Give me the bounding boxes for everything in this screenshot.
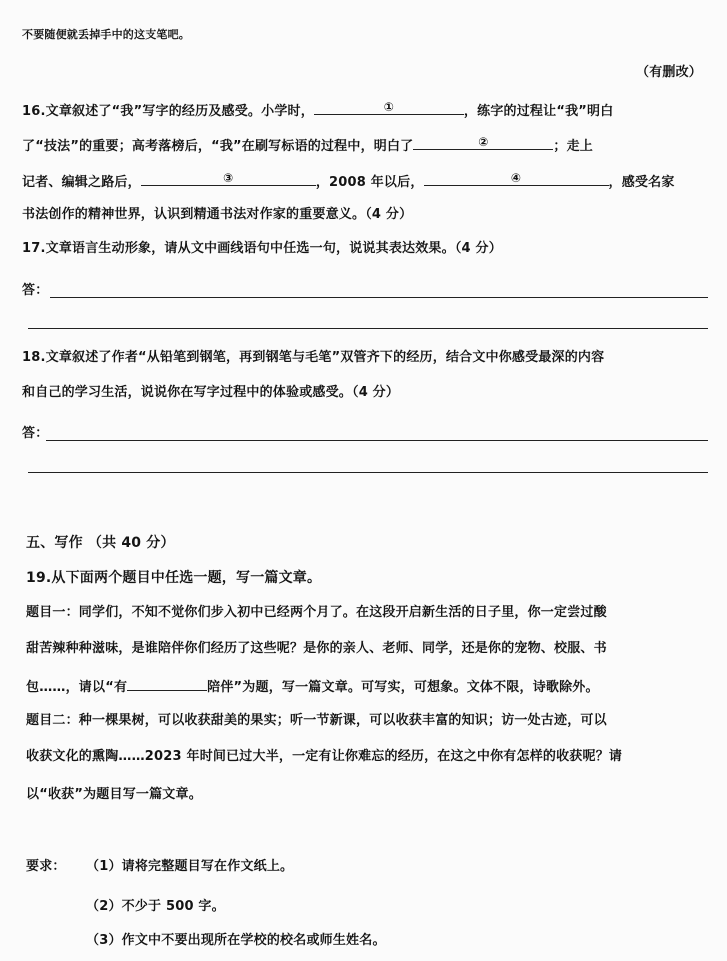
q16-blank-4-mark: ④ <box>510 171 522 185</box>
topic2-line1: 题目二：种一棵果树，可以收获甜美的果实；听一节新课，可以收获丰富的知识；访一处古迹，可以 <box>26 713 607 728</box>
topic1-line2: 甜苦辣种种滋味，是谁陪伴你们经历了这些呢？是你的亲人、老师、同学，还是你的宠物、校服、书 <box>26 641 607 656</box>
source-note: （有删改） <box>636 65 703 80</box>
q16-blank-3-mark: ③ <box>223 171 234 185</box>
q17-prompt: 17.文章语言生动形象，请从文中画线语句中任选一句，说说其表达效果。（4 分） <box>22 241 502 256</box>
q17-answer-line-2[interactable] <box>28 328 708 329</box>
q18-answer-line-1[interactable] <box>46 440 708 441</box>
q16-blank-1-mark: ① <box>383 100 395 114</box>
requirement-1: （1）请将完整题目写在作文纸上。 <box>86 859 294 874</box>
q16-line3-text-b: ，2008 年以后， <box>315 175 424 190</box>
q19-heading: 19.从下面两个题目中任选一题，写一篇文章。 <box>26 570 322 586</box>
q16-blank-2-mark: ② <box>478 135 489 149</box>
topic1-line3 <box>26 676 599 697</box>
passage-last-line: 不要随便就丢掉手中的这支笔吧。 <box>22 28 190 41</box>
q16-blank-3[interactable] <box>141 171 316 186</box>
q16-blank-2[interactable] <box>413 135 553 150</box>
q18-line2: 和自己的学习生活，说说你在写字过程中的体验或感受。（4 分） <box>22 385 400 400</box>
requirement-2: （2）不少于 500 字。 <box>86 899 225 914</box>
topic2-line3: 以“收获”为题目写一篇文章。 <box>26 787 202 802</box>
q16-line1 <box>22 100 613 121</box>
requirement-3: （3）作文中不要出现所在学校的校名或师生姓名。 <box>86 933 386 948</box>
topic1-line3-text-b: 陪伴”为题，写一篇文章。可写实，可想象。文体不限，诗歌除外。 <box>207 680 599 695</box>
q16-blank-1[interactable] <box>314 100 464 115</box>
section-writing-title: 五、写作 （共 40 分） <box>26 535 175 551</box>
q16-line1-text-b: ，练字的过程让“我”明白 <box>463 104 614 119</box>
q18-line1: 18.文章叙述了作者“从铅笔到钢笔，再到钢笔与毛笔”双管齐下的经历，结合文中你感受最深的内容 <box>22 350 605 365</box>
q16-blank-4[interactable] <box>424 171 609 186</box>
q16-line3-text-c: ，感受名家 <box>608 175 675 190</box>
q16-line2-text-a: 了“技法”的重要；高考落榜后，“我”在刷写标语的过程中，明白了 <box>22 139 414 154</box>
q18-answer-label: 答： <box>22 426 49 441</box>
q16-line2-text-b: ；走上 <box>553 139 593 154</box>
topic1-line1: 题目一：同学们，不知不觉你们步入初中已经两个月了。在这段开启新生活的日子里，你一定尝过酸 <box>26 605 607 620</box>
q18-answer-line-2[interactable] <box>28 472 708 473</box>
q16-line2 <box>22 135 593 156</box>
q17-answer-line-1[interactable] <box>50 297 708 298</box>
topic1-line3-text-a: 包……，请以“有 <box>26 680 128 695</box>
q16-line3-text-a: 记者、编辑之路后， <box>22 175 141 190</box>
q16-line1-text-a: 16.文章叙述了“我”写字的经历及感受。小学时， <box>22 104 314 119</box>
topic1-title-blank[interactable] <box>127 676 207 691</box>
topic2-line2: 收获文化的熏陶……2023 年时间已过大半，一定有让你难忘的经历，在这之中你有怎样的收获呢？请 <box>26 749 623 764</box>
requirements-label: 要求： <box>26 859 66 874</box>
q16-line3 <box>22 171 675 192</box>
q17-answer-label: 答： <box>22 283 49 298</box>
q16-line4: 书法创作的精神世界，认识到精通书法对作家的重要意义。（4 分） <box>22 207 413 222</box>
